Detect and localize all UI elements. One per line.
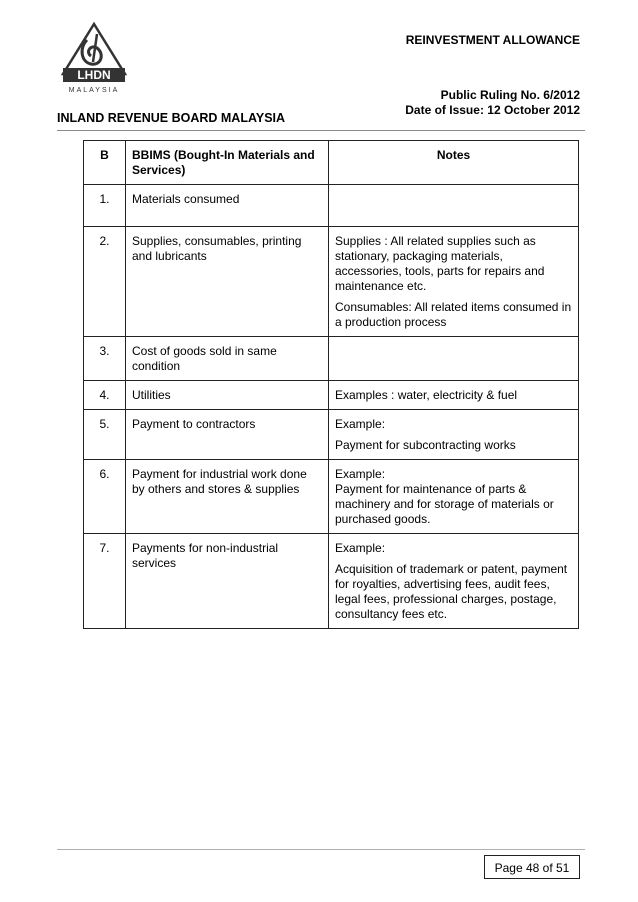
row-notes	[329, 534, 579, 629]
row-item: Payment to contractors	[126, 410, 329, 460]
bbims-table	[83, 140, 579, 629]
row-notes	[329, 381, 579, 410]
note-paragraph: Acquisition of trademark or patent, payment for royalties, advertising fees, audit fees, legal fees, professional charges, postage, consultancy fees etc.	[335, 562, 568, 621]
header-col-notes: Notes	[329, 141, 579, 185]
row-number: 7.	[84, 534, 126, 629]
header-col-bbims: BBIMS (Bought-In Materials and Services)	[126, 141, 329, 185]
note-paragraph: Supplies : All related supplies such as stationary, packaging materials, accessories, tools, parts for repairs and maintenance etc.	[335, 234, 545, 293]
table-row	[84, 410, 579, 460]
date-of-issue: Date of Issue: 12 October 2012	[405, 103, 580, 117]
row-notes	[329, 337, 579, 381]
logo-text: LHDN	[77, 68, 111, 82]
row-notes	[329, 185, 579, 227]
row-number: 2.	[84, 227, 126, 337]
row-notes	[329, 460, 579, 534]
table-row	[84, 460, 579, 534]
ruling-number: Public Ruling No. 6/2012	[440, 88, 580, 102]
table-row	[84, 534, 579, 629]
row-notes	[329, 410, 579, 460]
organization-name: INLAND REVENUE BOARD MALAYSIA	[57, 111, 286, 125]
footer-divider	[57, 849, 585, 850]
note-paragraph: Examples : water, electricity & fuel	[335, 388, 518, 402]
row-number: 4.	[84, 381, 126, 410]
table-row	[84, 185, 579, 227]
row-number: 1.	[84, 185, 126, 227]
page-number: Page 48 of 51	[484, 855, 580, 879]
note-paragraph: Consumables: All related items consumed in a production process	[335, 300, 572, 329]
table-row	[84, 337, 579, 381]
header-divider	[57, 130, 585, 131]
row-number: 6.	[84, 460, 126, 534]
row-item: Supplies, consumables, printing and lubricants	[126, 227, 329, 337]
row-item: Materials consumed	[126, 185, 329, 227]
row-number: 3.	[84, 337, 126, 381]
row-item: Cost of goods sold in same condition	[126, 337, 329, 381]
logo-subtext: MALAYSIA	[68, 87, 120, 94]
row-item: Payment for industrial work done by others and stores & supplies	[126, 460, 329, 534]
table-header-row	[84, 141, 579, 185]
document-title: REINVESTMENT ALLOWANCE	[405, 33, 580, 47]
note-paragraph: Payment for subcontracting works	[335, 438, 516, 452]
note-paragraph: Example: Payment for maintenance of parts & machinery and for storage of materials or purchased goods.	[335, 467, 554, 526]
header-col-b: B	[84, 141, 126, 185]
note-paragraph: Example:	[335, 541, 386, 555]
row-item: Payments for non-industrial services	[126, 534, 329, 629]
table-row	[84, 227, 579, 337]
lhdn-logo	[57, 22, 131, 96]
note-paragraph: Example:	[335, 417, 386, 431]
row-number: 5.	[84, 410, 126, 460]
row-item: Utilities	[126, 381, 329, 410]
row-notes	[329, 227, 579, 337]
table-row	[84, 381, 579, 410]
